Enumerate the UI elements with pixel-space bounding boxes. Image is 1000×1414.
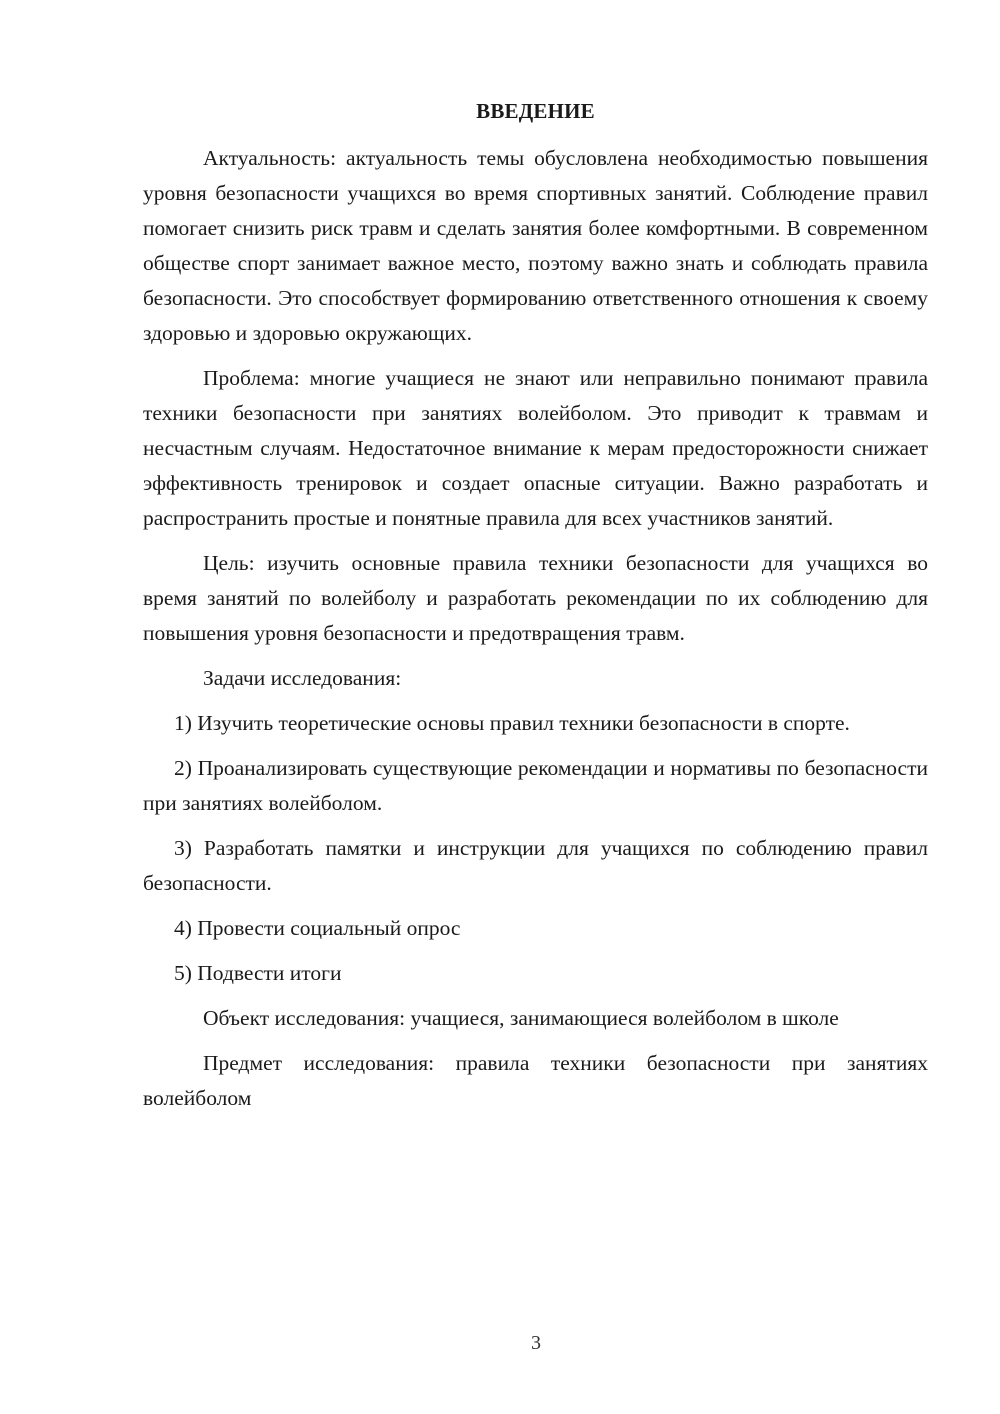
list-item: 4) Провести социальный опрос: [174, 916, 461, 940]
tasks-title: Задачи исследования:: [203, 666, 402, 690]
list-item: 2) Проанализировать существующие рекомендации и нормативы по безопасности при занятиях волейболом.: [143, 756, 928, 815]
paragraph-subject: Предмет исследования: правила техники безопасности при занятиях волейболом: [143, 1051, 928, 1110]
paragraph-relevance: Актуальность: актуальность темы обусловлена необходимостью повышения уровня безопасности учащихся во время спортивных занятий. Соблюдение правил помогает снизить риск травм и сделать занятия более комфортными. В современном обществе спорт занимает важное место, поэтому важно знать и соблюдать правила безопасности. Это способствует формированию ответственного отношения к своему здоровью и здоровью окружающих.: [143, 146, 928, 345]
list-item: 5) Подвести итоги: [174, 961, 342, 985]
paragraph-goal: Цель: изучить основные правила техники безопасности для учащихся во время занятий по волейболу и разработать рекомендации по их соблюдению для повышения уровня безопасности и предотвращения травм.: [143, 551, 928, 645]
paragraph-problem: Проблема: многие учащиеся не знают или неправильно понимают правила техники безопасности при занятиях волейболом. Это приводит к травмам и несчастным случаям. Недостаточное внимание к мерам предосторожности снижает эффективность тренировок и создает опасные ситуации. Важно разработать и распространить простые и понятные правила для всех участников занятий.: [143, 366, 928, 530]
list-item: 1) Изучить теоретические основы правил техники безопасности в спорте.: [174, 711, 850, 735]
page-number: 3: [531, 1332, 541, 1354]
tasks-list: [143, 706, 928, 991]
page-content: [143, 94, 928, 1126]
list-item: 3) Разработать памятки и инструкции для учащихся по соблюдению правил безопасности.: [143, 836, 928, 895]
section-heading: ВВЕДЕНИЕ: [476, 99, 595, 123]
paragraph-object: Объект исследования: учащиеся, занимающиеся волейболом в школе: [203, 1006, 839, 1030]
